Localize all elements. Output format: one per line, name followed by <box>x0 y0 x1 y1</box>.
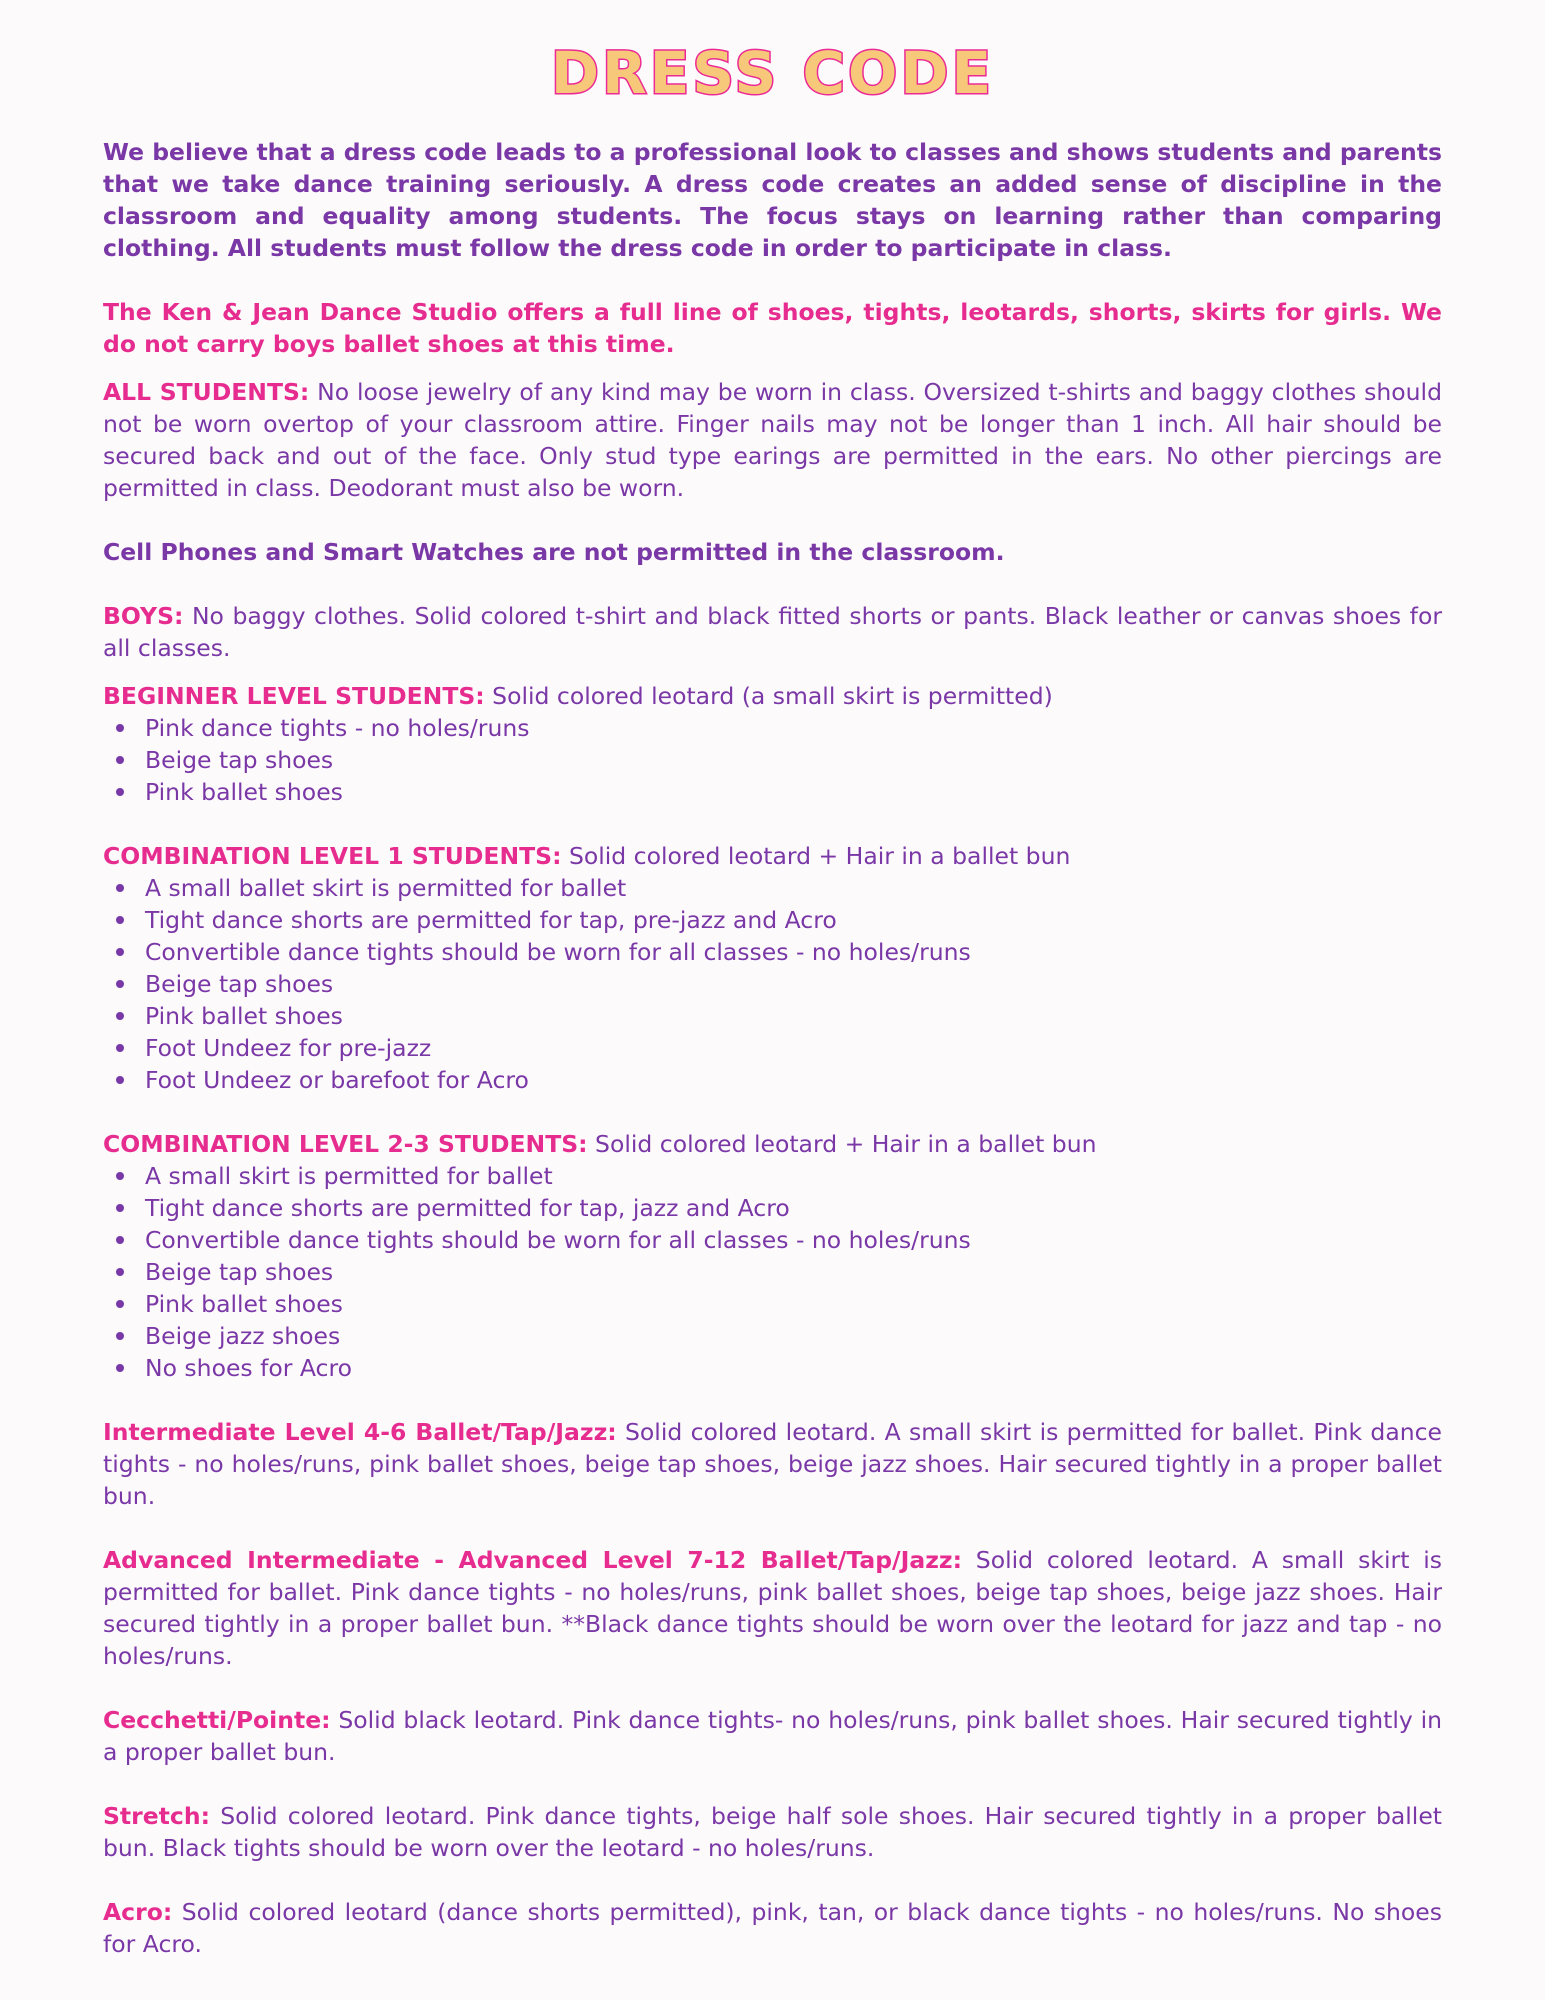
list-item: Foot Undeez or barefoot for Acro <box>145 1064 1442 1096</box>
cecchetti-text: Solid black leotard. Pink dance tights- no holes/runs, pink ballet shoes. Hair secured tightly in a proper ballet bun. <box>103 1706 1442 1766</box>
combo1-section <box>103 840 1442 872</box>
list-item: Beige jazz shoes <box>145 1320 1442 1352</box>
beginner-text: Solid colored leotard (a small skirt is permitted) <box>484 682 1053 710</box>
combo1-label: COMBINATION LEVEL 1 STUDENTS: <box>103 842 562 870</box>
advanced-section <box>103 1544 1442 1672</box>
beginner-label: BEGINNER LEVEL STUDENTS: <box>103 682 485 710</box>
intermediate-text: Solid colored leotard. A small skirt is permitted for ballet. Pink dance tights - no holes/runs, pink ballet shoes, beige tap shoes, beige jazz shoes. Hair secured tightly in a proper ballet bun. <box>103 1418 1442 1510</box>
studio-note: The Ken & Jean Dance Studio offers a full line of shoes, tights, leotards, shorts, skirts for girls. We do not carry boys ballet shoes at this time. <box>103 298 1442 358</box>
acro-section <box>103 1896 1442 1960</box>
advanced-text: Solid colored leotard. A small skirt is permitted for ballet. Pink dance tights - no holes/runs, pink ballet shoes, beige tap shoes, beige jazz shoes. Hair secured tightly in a proper ballet bun. **Black dance tights should be worn over the leotard for jazz and tap - no holes/runs. <box>103 1546 1442 1670</box>
combo23-section <box>103 1128 1442 1160</box>
combo23-list <box>103 1160 1442 1384</box>
beginner-list <box>103 712 1442 808</box>
boys-section <box>103 600 1442 664</box>
list-item: Beige tap shoes <box>145 744 1442 776</box>
list-item: No shoes for Acro <box>145 1352 1442 1384</box>
stretch-section <box>103 1800 1442 1864</box>
list-item: Beige tap shoes <box>145 1256 1442 1288</box>
list-item: Pink ballet shoes <box>145 776 1442 808</box>
acro-label: Acro: <box>103 1898 173 1926</box>
page-title: DRESS CODE <box>550 39 995 107</box>
cecchetti-label: Cecchetti/Pointe: <box>103 1706 331 1734</box>
list-item: Foot Undeez for pre-jazz <box>145 1032 1442 1064</box>
list-item: Convertible dance tights should be worn for all classes - no holes/runs <box>145 1224 1442 1256</box>
beginner-section <box>103 680 1442 712</box>
boys-label: BOYS: <box>103 602 184 630</box>
phones-note: Cell Phones and Smart Watches are not permitted in the classroom. <box>103 538 1005 566</box>
combo1-list <box>103 872 1442 1096</box>
list-item: Beige tap shoes <box>145 968 1442 1000</box>
list-item: A small ballet skirt is permitted for ballet <box>145 872 1442 904</box>
all-students-label: ALL STUDENTS: <box>103 378 310 406</box>
list-item: Convertible dance tights should be worn for all classes - no holes/runs <box>145 936 1442 968</box>
cecchetti-section <box>103 1704 1442 1768</box>
all-students-text: No loose jewelry of any kind may be worn in class. Oversized t-shirts and baggy clothes should not be worn overtop of your classroom attire. Finger nails may not be longer than 1 inch. All hair should be secured back and out of the face. Only stud type earings are permitted in the ears. No other piercings are permitted in class. Deodorant must also be worn. <box>103 378 1442 502</box>
combo1-text: Solid colored leotard + Hair in a ballet bun <box>561 842 1071 870</box>
all-students-section <box>103 376 1442 504</box>
combo23-text: Solid colored leotard + Hair in a ballet bun <box>587 1130 1097 1158</box>
intro-paragraph: We believe that a dress code leads to a professional look to classes and shows students and parents that we take dance training seriously. A dress code creates an added sense of discipline in the classroom and equality among students. The focus stays on learning rather than comparing clothing. All students must follow the dress code in order to participate in class. <box>103 138 1442 262</box>
intermediate-section <box>103 1416 1442 1512</box>
list-item: A small skirt is permitted for ballet <box>145 1160 1442 1192</box>
stretch-label: Stretch: <box>103 1802 210 1830</box>
list-item: Pink dance tights - no holes/runs <box>145 712 1442 744</box>
list-item: Tight dance shorts are permitted for tap, pre-jazz and Acro <box>145 904 1442 936</box>
list-item: Tight dance shorts are permitted for tap, jazz and Acro <box>145 1192 1442 1224</box>
advanced-label: Advanced Intermediate - Advanced Level 7-12 Ballet/Tap/Jazz: <box>103 1546 962 1574</box>
combo23-label: COMBINATION LEVEL 2-3 STUDENTS: <box>103 1130 588 1158</box>
boys-text: No baggy clothes. Solid colored t-shirt and black fitted shorts or pants. Black leather or canvas shoes for all classes. <box>103 602 1442 662</box>
intermediate-label: Intermediate Level 4-6 Ballet/Tap/Jazz: <box>103 1418 617 1446</box>
list-item: Pink ballet shoes <box>145 1000 1442 1032</box>
list-item: Pink ballet shoes <box>145 1288 1442 1320</box>
acro-text: Solid colored leotard (dance shorts permitted), pink, tan, or black dance tights - no holes/runs. No shoes for Acro. <box>103 1898 1442 1958</box>
stretch-text: Solid colored leotard. Pink dance tights, beige half sole shoes. Hair secured tightly in a proper ballet bun. Black tights should be worn over the leotard - no holes/runs. <box>103 1802 1442 1862</box>
